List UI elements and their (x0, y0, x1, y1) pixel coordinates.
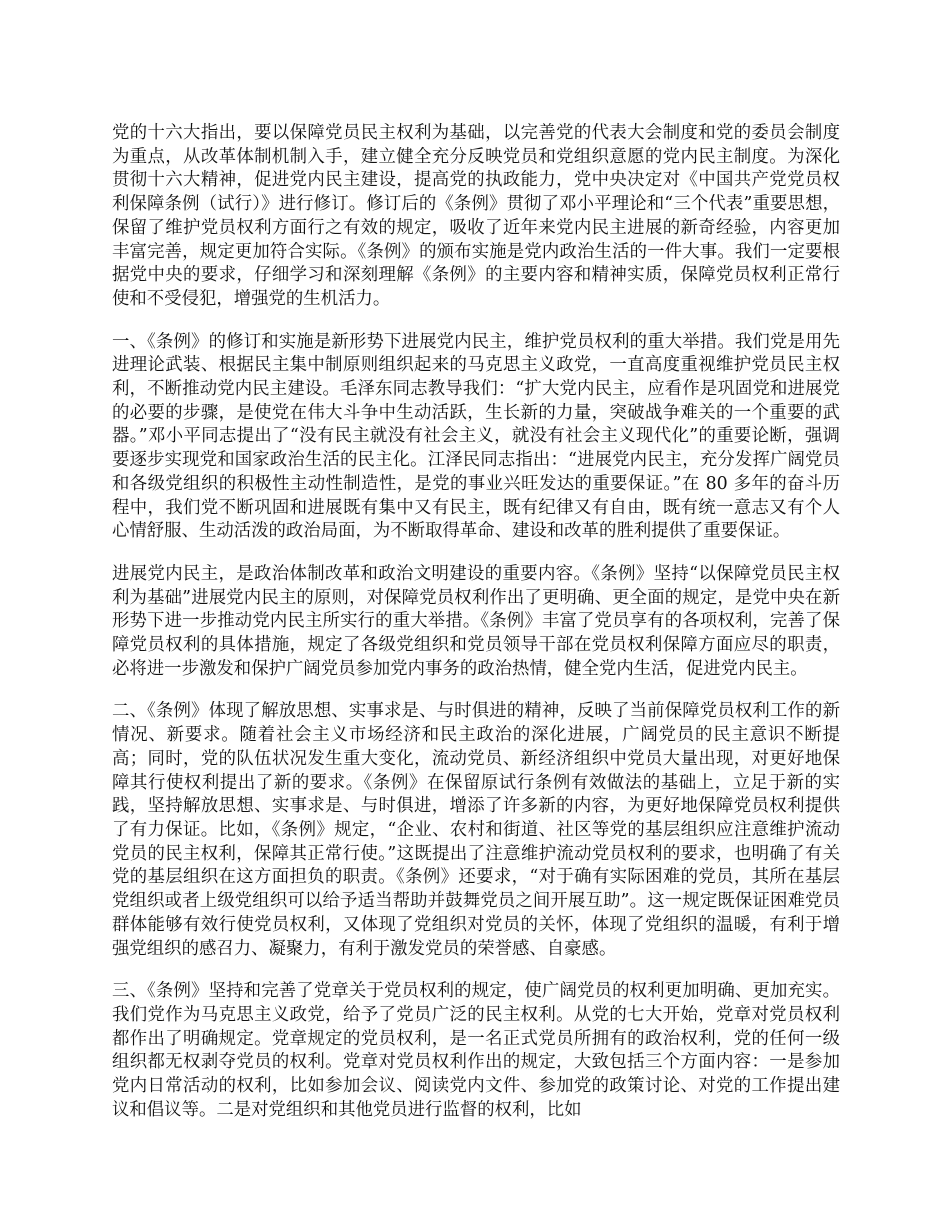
paragraph-section-1-continued: 进展党内民主，是政治体制改革和政治文明建设的重要内容。《条例》坚持“以保障党员民主权利为基础”进展党内民主的原则，对保障党员权利作出了更明确、更全面的规定，是党中央在新形势下进一步推动党内民主所实行的重大举措。《条例》丰富了党员享有的各项权利，完善了保障党员权利的具体措施，规定了各级党组织和党员领导干部在党员权利保障方面应尽的职责，必将进一步激发和保护广阔党员参加党内事务的政治热情，健全党内生活，促进党内民主。 (112, 563, 840, 679)
paragraph-section-3: 三、《条例》坚持和完善了党章关于党员权利的规定，使广阔党员的权利更加明确、更加充实。我们党作为马克思主义政党，给予了党员广泛的民主权利。从党的七大开始，党章对党员权利都作出了明确规定。党章规定的党员权利，是一名正式党员所拥有的政治权利，党的任何一级组织都无权剥夺党员的权利。党章对党员权利作出的规定，大致包括三个方面内容：一是参加党内日常活动的权利，比如参加会议、阅读党内文件、参加党的政策讨论、对党的工作提出建议和倡议等。二是对党组织和其他党员进行监督的权利，比如 (112, 981, 840, 1120)
paragraph-intro: 党的十六大指出，要以保障党员民主权利为基础，以完善党的代表大会制度和党的委员会制度为重点，从改革体制机制入手，建立健全充分反映党员和党组织意愿的党内民主制度。为深化贯彻十六大精神，促进党内民主建设，提高党的执政能力，党中央决定对《中国共产党党员权利保障条例（试行）》进行修订。修订后的《条例》贯彻了邓小平理论和“三个代表”重要思想，保留了维护党员权利方面行之有效的规定，吸收了近年来党内民主进展的新奇经验，内容更加丰富完善，规定更加符合实际。《条例》的颁布实施是党内政治生活的一件大事。我们一定要根据党中央的要求，仔细学习和深刻理解《条例》的主要内容和精神实质，保障党员权利正常行使和不受侵犯，增强党的生机活力。 (112, 123, 840, 309)
document-page (112, 122, 840, 1141)
paragraph-section-2: 二、《条例》体现了解放思想、实事求是、与时俱进的精神，反映了当前保障党员权利工作的新情况、新要求。随着社会主义市场经济和民主政治的深化进展，广阔党员的民主意识不断提高；同时，党的队伍状况发生重大变化，流动党员、新经济组织中党员大量出现，对更好地保障其行使权利提出了新的要求。《条例》在保留原试行条例有效做法的基础上，立足于新的实践，坚持解放思想、实事求是、与时俱进，增添了许多新的内容，为更好地保障党员权利提供了有力保证。比如，《条例》规定，“企业、农村和街道、社区等党的基层组织应注意维护流动党员的民主权利，保障其正常行使。”这既提出了注意维护流动党员权利的要求，也明确了有关党的基层组织在这方面担负的职责。《条例》还要求，“对于确有实际困难的党员，其所在基层党组织或者上级党组织可以给予适当帮助并鼓舞党员之间开展互助”。这一规定既保证困难党员群体能够有效行使党员权利，又体现了党组织对党员的关怀，体现了党组织的温暖，有利于增强党组织的感召力、凝聚力，有利于激发党员的荣誉感、自豪感。 (112, 701, 840, 959)
paragraph-section-1: 一、《条例》的修订和实施是新形势下进展党内民主，维护党员权利的重大举措。我们党是用先进理论武装、根据民主集中制原则组织起来的马克思主义政党，一直高度重视维护党员民主权利，不断推动党内民主建设。毛泽东同志教导我们：“扩大党内民主，应看作是巩固党和进展党的必要的步骤，是使党在伟大斗争中生动活跃，生长新的力量，突破战争难关的一个重要的武器。”邓小平同志提出了“没有民主就没有社会主义，就没有社会主义现代化”的重要论断，强调要逐步实现党和国家政治生活的民主化。江泽民同志指出：“进展党内民主，充分发挥广阔党员和各级党组织的积极性主动性制造性，是党的事业兴旺发达的重要保证。”在 80 多年的奋斗历程中，我们党不断巩固和进展既有集中又有民主，既有纪律又有自由，既有统一意志又有个人心情舒服、生动活泼的政治局面，为不断取得革命、建设和改革的胜利提供了重要保证。 (112, 331, 840, 542)
